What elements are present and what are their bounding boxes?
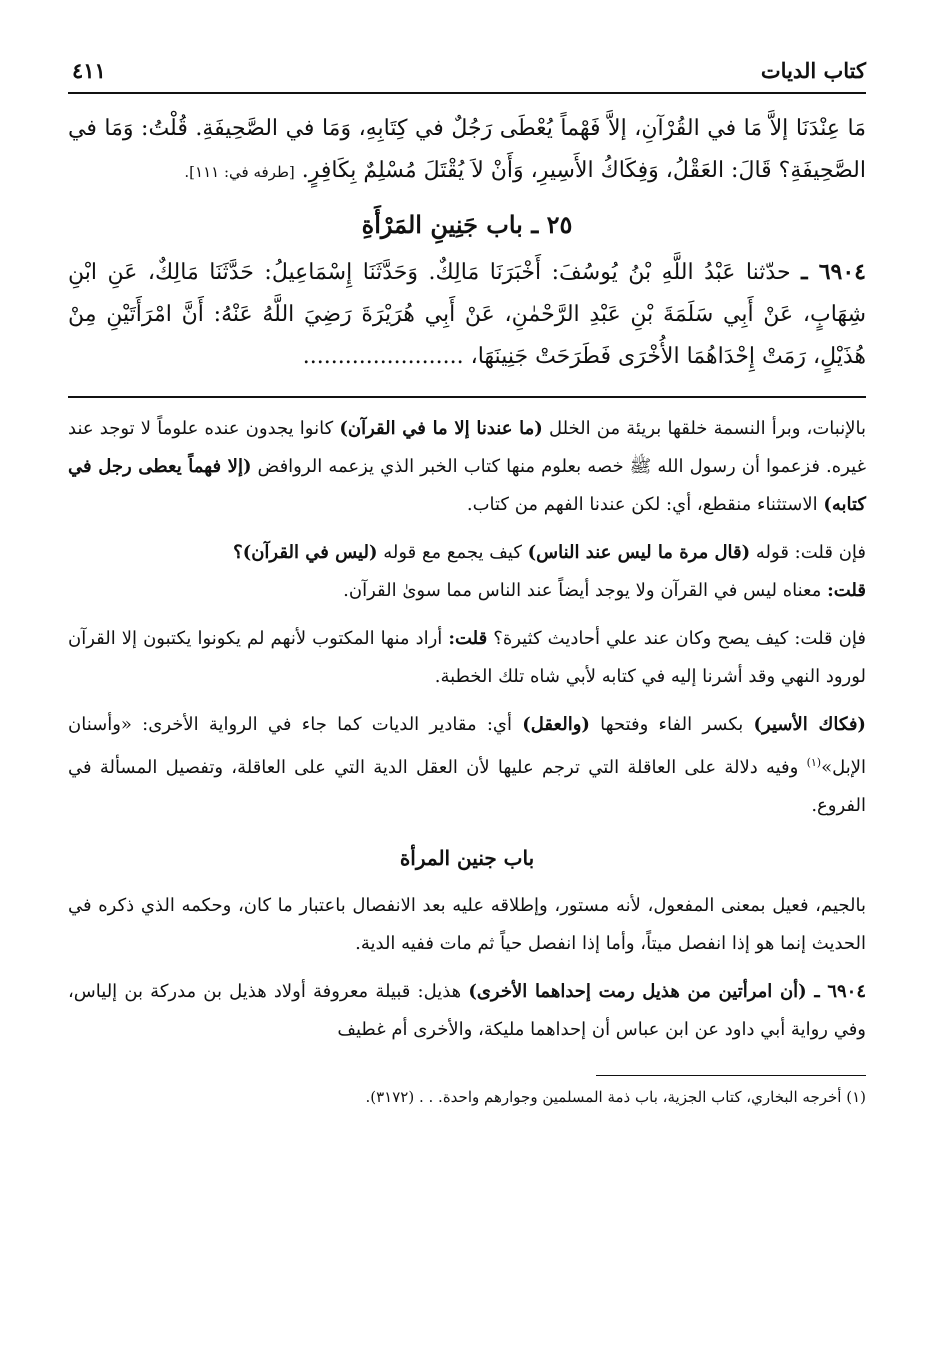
text-segment: فإن قلت: كيف يصح وكان عند علي أحاديث كثيرة؟ — [493, 628, 866, 649]
document-page — [68, 48, 866, 1110]
book-title: كتاب الديات — [760, 58, 866, 83]
text-segment: بالجيم، فعيل بمعنى المفعول، لأنه مستور، وإطلاقه عليه بعد الانفصال باعتبار ما كان، وحكمه الذي ذكره في الحديث إنما هو إذا انفصل ميتاً، وأما إذا انفصل حياً ثم مات ففيه الدية. — [68, 895, 866, 954]
text-segment: الاستثناء منقطع، أي: لكن عندنا الفهم من كتاب. — [466, 494, 818, 515]
commentary-paragraph-1 — [68, 410, 866, 524]
quoted-phrase: ٦٩٠٤ ـ (أن امرأتين من هذيل رمت إحداهما الأخرى) — [468, 981, 866, 1002]
footnote-rule — [596, 1075, 866, 1076]
hadith-body: حدّثنا عَبْدُ اللَّهِ بْنُ يُوسُفَ: أَخْبَرَنَا مَالِكٌ. وَحَدَّثَنَا إِسْمَاعِيلُ: حَدَّثَنَا مَالِكٌ، عَنِ ابْنِ شِهَابٍ، عَنْ أَبِي سَلَمَةَ بْنِ عَبْدِ الرَّحْمٰنِ، عَنْ أَبِي هُرَيْرَةَ رَضِيَ اللَّهُ عَنْهُ: أَنَّ امْرَأَتَيْنِ مِنْ هُذَيْلٍ، رَمَتْ إِحْدَاهُمَا الأُخْرَى فَطَرَحَتْ جَنِينَهَا، — [68, 260, 866, 369]
text-segment: كيف يجمع مع قوله — [383, 542, 522, 563]
quoted-phrase: (ما عندنا إلا ما في القرآن) — [339, 418, 543, 439]
hadith-number: ٦٩٠٤ ـ — [801, 259, 866, 285]
answer-label: قلت: — [827, 580, 866, 601]
quoted-phrase: (قال مرة ما ليس عند الناس) — [527, 542, 751, 563]
quoted-phrase: (والعقل) — [522, 714, 590, 735]
commentary-paragraph-2 — [68, 534, 866, 610]
text-segment: معناه ليس في القرآن ولا يوجد أيضاً عند الناس مما سوىٰ القرآن. — [343, 580, 822, 601]
page-number: ٤١١ — [72, 58, 106, 83]
commentary-paragraph-5 — [68, 887, 866, 963]
hadith-text-block — [68, 108, 866, 378]
header-rule — [68, 92, 866, 94]
quoted-phrase: (إلا فهماً يعطى رجل في كتابه) — [68, 456, 866, 515]
matn-paragraph-1 — [68, 108, 866, 193]
matn-paragraph-2 — [68, 251, 866, 378]
footnote-text: أخرجه البخاري، كتاب الجزية، باب ذمة المسلمين وجوارهم واحدة. . . (٣١٧٢). — [365, 1088, 842, 1106]
page-header — [68, 48, 866, 92]
commentary-block — [68, 410, 866, 1049]
footnote — [68, 1084, 866, 1110]
commentary-paragraph-4 — [68, 706, 866, 825]
commentary-paragraph-3 — [68, 620, 866, 696]
chapter-title: ٢٥ ـ باب جَنِينِ المَرْأَةِ — [361, 210, 573, 239]
commentary-paragraph-6 — [68, 973, 866, 1049]
matn-p1-text: مَا عِنْدَنَا إلاَّ مَا في القُرْآنِ، إلاَّ فَهْماً يُعْطَى رَجُلٌ في كِتَابِهِ، وَمَا في الصَّحِيفَةِ. قُلْتُ: وَمَا في الصَّحِيفَةِ؟ قَالَ: العَقْلُ، وَفِكَاكُ الأَسِيرِ، وَأَنْ لاَ يُقْتَلَ مُسْلِمٌ بِكَافِرٍ. — [68, 116, 866, 183]
text-segment: أي: مقادير الديات كما جاء في الرواية الأخرى: «وأسنان الإبل» — [68, 714, 866, 778]
commentary-subtitle: باب جنين المرأة — [399, 846, 535, 870]
quoted-phrase: (فكاك الأسير) — [753, 714, 866, 735]
answer-label: قلت: — [448, 628, 488, 649]
text-segment: فإن قلت: قوله — [755, 542, 866, 563]
text-segment: بالإنبات، وبرأ النسمة خلقها بريئة من الخلل — [548, 418, 866, 439]
footnote-marker: (١) — [846, 1088, 866, 1106]
quoted-phrase: (ليس في القرآن)؟ — [233, 542, 378, 563]
text-segment: هذيل: قبيلة معروفة أولاد هذيل بن مدركة بن إلياس، وفي رواية أبي داود عن ابن عباس أن إحداهما مليكة، والأخرى أم غطيف — [68, 981, 866, 1040]
cross-reference: [طرفه في: ١١١]. — [184, 163, 295, 181]
continuation-dots: ....................... — [302, 344, 464, 369]
text-segment: كانوا يجدون عنده علوماً لا توجد عند غيره. فزعموا أن رسول الله ﷺ خصه بعلوم منها كتاب الخبر الذي يزعمه الروافض — [68, 418, 866, 477]
section-rule — [68, 396, 866, 398]
text-segment: بكسر الفاء وفتحها — [600, 714, 744, 735]
text-segment: وفيه دلالة على العاقلة التي ترجم عليها لأن العقل الدية التي على العاقلة، وتفصيل المسألة في الفروع. — [68, 757, 866, 816]
footnote-reference[interactable]: (١) — [806, 756, 822, 769]
text-segment: أراد منها المكتوب لأنهم لم يكونوا يكتبون إلا القرآن لورود النهي وقد أشرنا إليه في كتابه لأبي شاه تلك الخطبة. — [68, 628, 866, 687]
